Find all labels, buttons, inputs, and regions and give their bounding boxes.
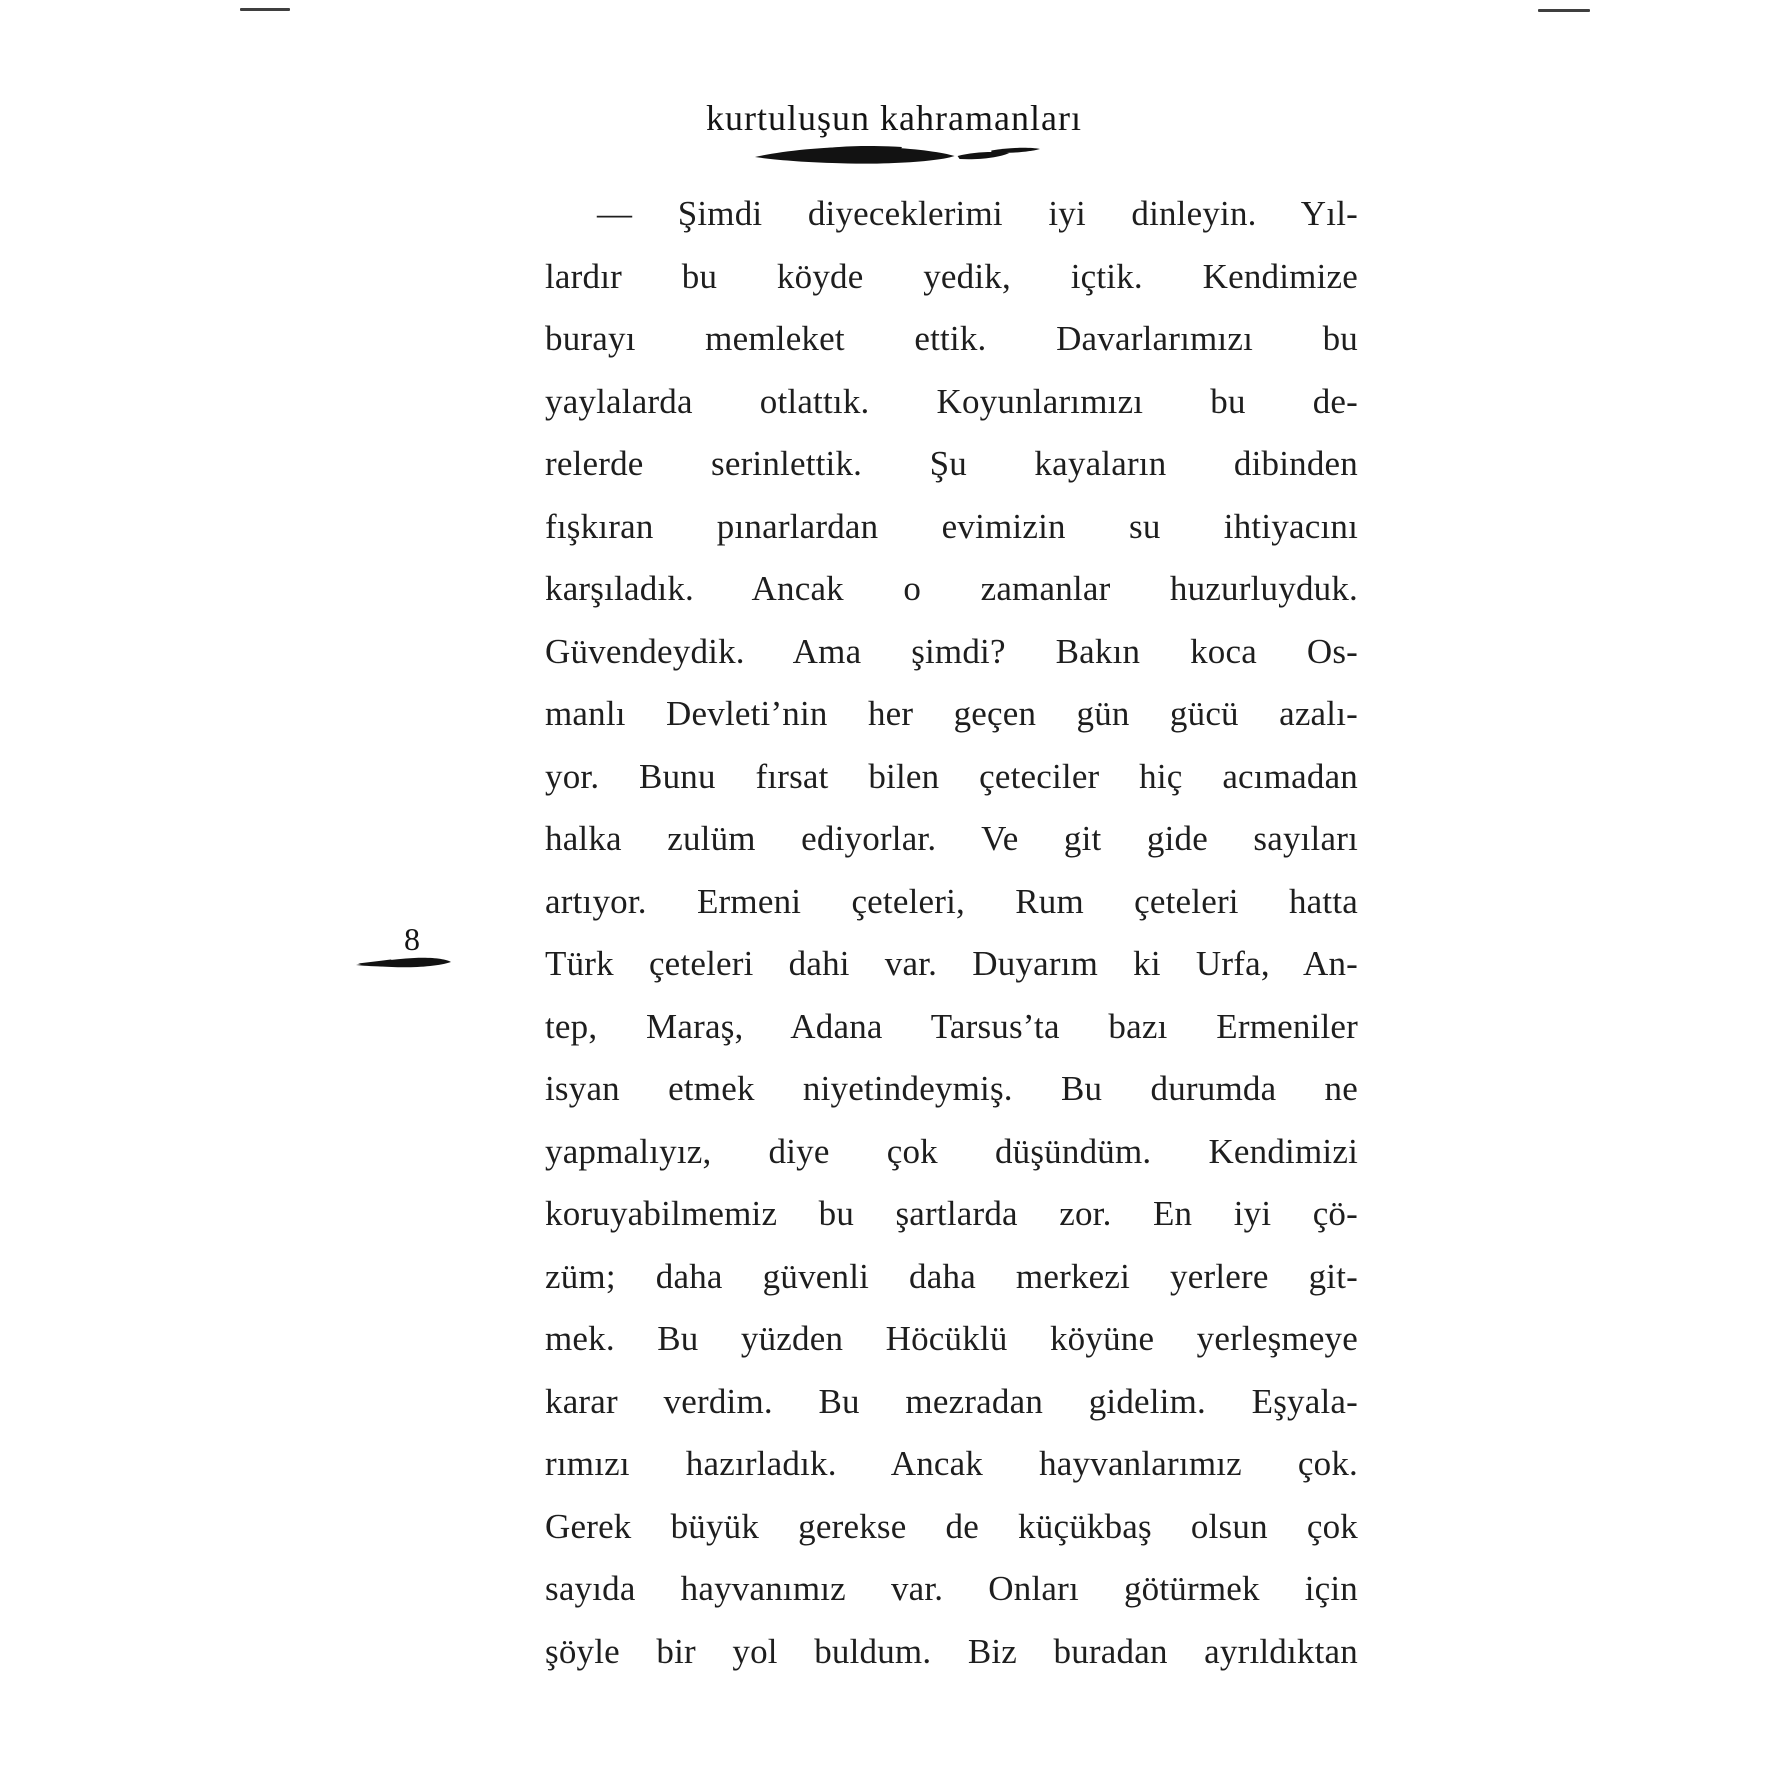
text-line: mek. Bu yüzden Höcüklü köyüne yerleşmeye: [545, 1319, 1358, 1358]
text-line: fışkıran pınarlardan evimizin su ihtiyacını: [545, 506, 1358, 546]
text-line: lardır bu köyde yedik, içtik. Kendimize: [545, 256, 1358, 296]
text-line: isyan etmek niyetindeymiş. Bu durumda ne: [545, 1069, 1358, 1108]
text-line: şöyle bir yol buldum. Biz buradan ayrıldıktan: [545, 1631, 1358, 1671]
text-line: yaylalarda otlattık. Koyunlarımızı bu de-: [545, 381, 1358, 421]
text-line: Güvendeydik. Ama şimdi? Bakın koca Os-: [545, 631, 1358, 671]
text-line: — Şimdi diyeceklerimi iyi dinleyin. Yıl-: [597, 194, 1358, 233]
text-line: karar verdim. Bu mezradan gidelim. Eşyala-: [545, 1381, 1358, 1421]
running-header-title: kurtuluşun kahramanları: [706, 98, 1082, 138]
text-line: tep, Maraş, Adana Tarsus’ta bazı Ermeniler: [545, 1006, 1358, 1046]
brush-stroke-divider-icon: [753, 142, 1041, 168]
text-line: rımızı hazırladık. Ancak hayvanlarımız çok.: [545, 1444, 1358, 1483]
text-line: karşıladık. Ancak o zamanlar huzurluyduk.: [545, 569, 1358, 608]
text-line: artıyor. Ermeni çeteleri, Rum çeteleri hatta: [545, 881, 1358, 921]
text-line: züm; daha güvenli daha merkezi yerlere git-: [545, 1256, 1358, 1296]
crop-mark-right: [1538, 9, 1590, 12]
page-text-block: [545, 183, 1358, 1683]
crop-mark-left: [240, 8, 290, 11]
text-line: Türk çeteleri dahi var. Duyarım ki Urfa, An-: [545, 944, 1358, 983]
text-line: Gerek büyük gerekse de küçükbaş olsun çok: [545, 1506, 1358, 1546]
text-line: koruyabilmemiz bu şartlarda zor. En iyi çö-: [545, 1194, 1358, 1233]
text-line: sayıda hayvanımız var. Onları götürmek için: [545, 1569, 1358, 1608]
page-number-flourish-icon: [356, 954, 452, 970]
text-line: burayı memleket ettik. Davarlarımızı bu: [545, 319, 1358, 358]
text-line: relerde serinlettik. Şu kayaların dibinden: [545, 444, 1358, 483]
text-line: halka zulüm ediyorlar. Ve git gide sayıları: [545, 819, 1358, 858]
text-line: yapmalıyız, diye çok düşündüm. Kendimizi: [545, 1131, 1358, 1171]
text-line: yor. Bunu fırsat bilen çeteciler hiç acımadan: [545, 756, 1358, 796]
text-line: manlı Devleti’nin her geçen gün gücü azalı-: [545, 694, 1358, 733]
page-number: 8: [404, 921, 420, 957]
